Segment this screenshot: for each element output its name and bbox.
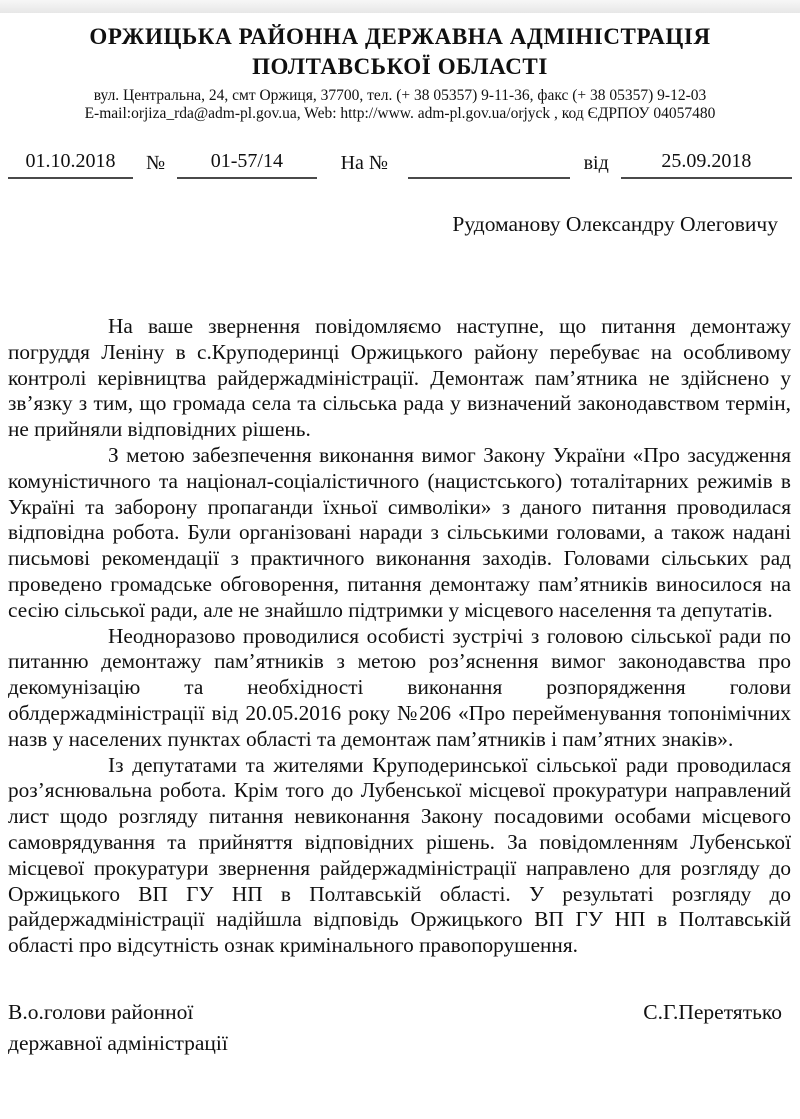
reply-number-field bbox=[408, 173, 570, 179]
addressee: Рудоманову Олександру Олеговичу bbox=[452, 212, 778, 236]
letterhead bbox=[0, 22, 800, 123]
paragraph-2: З метою забезпечення виконання вимог Закону України «Про засудження комуністичного та націонал-соціалістичного (нацистського) тоталітарних режимів в Україні та заборону пропаганди їхньої символіки» з даного питання проводилася відповідна робота. Були організовані наради з сільськими головами, а також надані письмові рекомендації з практичного виконання заходів. Головами сільських рад проведено громадське обговорення, питання демонтажу пам’ятників виносилося на сесію сільської ради, але не знайшло підтримки у місцевого населення та депутатів. bbox=[8, 442, 791, 622]
reference-line bbox=[8, 150, 792, 179]
outgoing-number-field: 01-57/14 bbox=[177, 150, 316, 179]
signer-name: С.Г.Перетятько bbox=[643, 999, 782, 1024]
reply-date-field: 25.09.2018 bbox=[621, 150, 792, 179]
signer-position-line2: державної адміністрації bbox=[8, 1030, 228, 1055]
org-name-line2: ПОЛТАВСЬКОЇ ОБЛАСТІ bbox=[252, 54, 548, 79]
signer-position bbox=[8, 997, 228, 1059]
paragraph-1: На ваше звернення повідомляємо наступне, що питання демонтажу погруддя Леніну в с.Круподеринці Оржицького району перебуває на особливому контролі керівництва райдержадміністрації. Демонтаж пам’ятника не здійснено у зв’язку з тим, що громада села та сільська рада у визначений законодавством термін, не прийняли відповідних рішень. bbox=[8, 314, 791, 442]
org-name-line1: ОРЖИЦЬКА РАЙОННА ДЕРЖАВНА АДМІНІСТРАЦІЯ bbox=[89, 24, 711, 49]
org-contact-line: E-mail:orjiza_rda@adm-pl.gov.ua, Web: http://www. adm-pl.gov.ua/orjyck , код ЄДРПОУ 04057480 bbox=[84, 105, 716, 122]
org-address-line: вул. Центральна, 24, смт Оржиця, 37700, тел. (+ 38 05357) 9-11-36, факс (+ 38 05357) 9-12-03 bbox=[93, 87, 707, 104]
paragraph-3: Неодноразово проводилися особисті зустрічі з головою сільської ради по питанню демонтажу пам’ятників з метою роз’яснення вимог законодавства про декомунізацію та необхідності виконання розпорядження голови облдержадміністрації від 20.05.2016 року №206 «Про перейменування топонімічних назв у населених пунктах області та демонтаж пам’ятників і пам’ятних знаків». bbox=[8, 623, 791, 751]
signature-block bbox=[8, 997, 782, 1059]
letter-body bbox=[8, 314, 791, 959]
reply-to-label: На № bbox=[340, 152, 389, 174]
paragraph-4: Із депутатами та жителями Круподеринської сільської ради проводилася роз’яснювальна робота. Крім того до Лубенської місцевої прокуратури направлений лист щодо розгляду питання невиконання Закону посадовими особами місцевого самоврядування та прийняття відповідних рішень. За повідомленням Лубенської місцевої прокуратури звернення райдержадміністрації направлено для розгляду до Оржицького ВП ГУ НП в Полтавській області. У результаті розгляду до райдержадміністрації надійшла відповідь Оржицького ВП ГУ НП в Полтавській області про відсутність ознак кримінального правопорушення. bbox=[8, 752, 791, 958]
outgoing-date-field: 01.10.2018 bbox=[8, 150, 133, 179]
signer-position-line1: В.о.голови районної bbox=[8, 999, 194, 1024]
number-label: № bbox=[146, 152, 166, 174]
from-date-label: від bbox=[583, 152, 609, 174]
scan-edge-artifact bbox=[0, 0, 800, 13]
